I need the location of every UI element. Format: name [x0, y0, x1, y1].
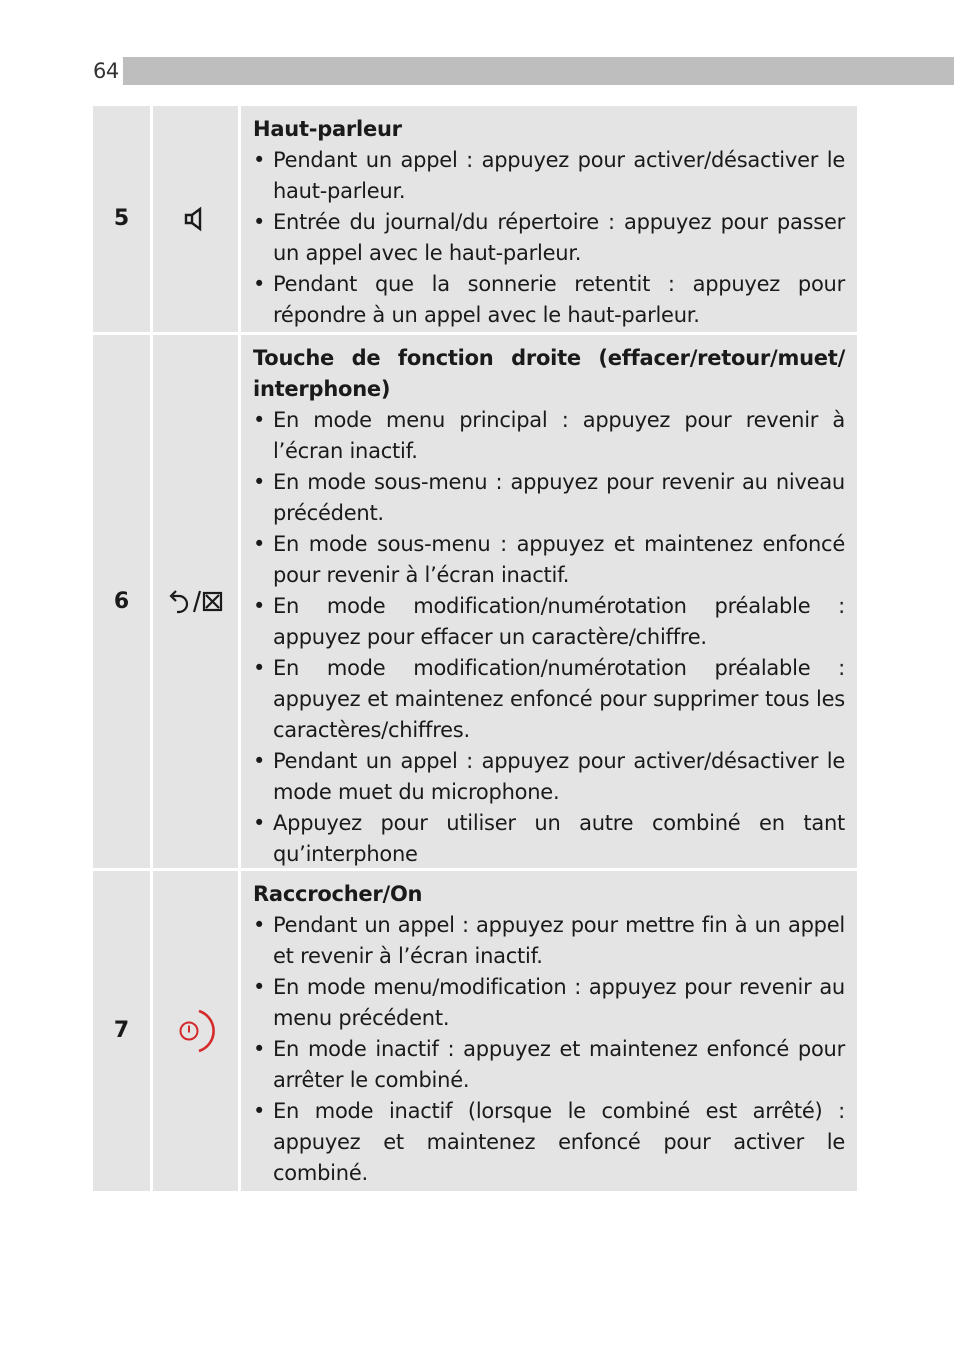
list-item-text: En mode menu/modification : appuyez pour revenir au menu précédent.	[273, 975, 845, 1030]
list-item: • En mode modification/numérotation préalable : appuyez et maintenez enfoncé pour supprimer tous les caractères/chiffres.	[253, 656, 845, 742]
list-item-text: Entrée du journal/du répertoire : appuyez pour passer un appel avec le haut-parleur.	[273, 210, 845, 265]
key-description-cell	[241, 106, 857, 332]
header-bar	[123, 57, 954, 85]
key-number-cell	[93, 335, 150, 868]
list-item: • En mode menu/modification : appuyez pour revenir au menu précédent.	[253, 975, 845, 1030]
list-item: • Pendant que la sonnerie retentit : appuyez pour répondre à un appel avec le haut-parleur.	[253, 272, 845, 327]
list-item: • En mode modification/numérotation préalable : appuyez pour effacer un caractère/chiffre.	[253, 594, 845, 649]
key-number: 6	[113, 588, 130, 614]
list-item: • Pendant un appel : appuyez pour mettre fin à un appel et revenir à l’écran inactif.	[253, 913, 845, 968]
list-item: • En mode inactif : appuyez et maintenez enfoncé pour arrêter le combiné.	[253, 1037, 845, 1092]
key-description-cell	[241, 335, 857, 868]
key-icon-cell	[153, 335, 238, 868]
key-function-list	[253, 405, 845, 870]
key-number-cell	[93, 106, 150, 332]
list-item: • En mode sous-menu : appuyez et maintenez enfoncé pour revenir à l’écran inactif.	[253, 532, 845, 587]
list-item-text: En mode sous-menu : appuyez et maintenez enfoncé pour revenir à l’écran inactif.	[273, 532, 845, 587]
list-item: • Entrée du journal/du répertoire : appuyez pour passer un appel avec le haut-parleur.	[253, 210, 845, 265]
end-call-power-icon	[153, 1008, 238, 1054]
list-item-text: Pendant un appel : appuyez pour mettre fin à un appel et revenir à l’écran inactif.	[273, 913, 845, 968]
list-item-text: En mode inactif (lorsque le combiné est arrêté) : appuyez et maintenez enfoncé pour activer le combiné.	[273, 1099, 845, 1185]
list-item-text: En mode modification/numérotation préalable : appuyez pour effacer un caractère/chiffre.	[273, 594, 845, 649]
key-description-cell	[241, 871, 857, 1191]
key-number: 5	[113, 206, 130, 231]
table-row	[93, 335, 857, 868]
key-table	[93, 106, 857, 1191]
key-title: Raccrocher/On	[253, 882, 423, 906]
key-number: 7	[113, 1018, 130, 1043]
key-icon-cell	[153, 871, 238, 1191]
table-row	[93, 871, 857, 1191]
key-function-list	[253, 145, 845, 331]
list-item: • Pendant un appel : appuyez pour activer/désactiver le haut-parleur.	[253, 148, 845, 203]
list-item-text: Appuyez pour utiliser un autre combiné en tant qu’interphone	[273, 811, 845, 866]
page-number: 64	[93, 57, 121, 85]
key-title: Haut-parleur	[253, 117, 402, 141]
table-row	[93, 106, 857, 332]
list-item-text: En mode menu principal : appuyez pour revenir à l’écran inactif.	[273, 408, 845, 463]
list-item-text: En mode modification/numérotation préalable : appuyez et maintenez enfoncé pour supprimer tous les caractères/chiffres.	[273, 656, 845, 742]
list-item: • En mode inactif (lorsque le combiné est arrêté) : appuyez et maintenez enfoncé pour activer le combiné.	[253, 1099, 845, 1185]
list-item: • En mode menu principal : appuyez pour revenir à l’écran inactif.	[253, 408, 845, 463]
list-item-text: Pendant un appel : appuyez pour activer/désactiver le mode muet du microphone.	[273, 749, 845, 804]
page-header	[93, 57, 954, 85]
key-number-cell	[93, 871, 150, 1191]
list-item: • En mode sous-menu : appuyez pour revenir au niveau précédent.	[253, 470, 845, 525]
list-item: • Appuyez pour utiliser un autre combiné en tant qu’interphone	[253, 811, 845, 866]
list-item-text: En mode sous-menu : appuyez pour revenir au niveau précédent.	[273, 470, 845, 525]
key-function-list	[253, 910, 845, 1189]
list-item-text: En mode inactif : appuyez et maintenez enfoncé pour arrêter le combiné.	[273, 1037, 845, 1092]
list-item-text: Pendant un appel : appuyez pour activer/désactiver le haut-parleur.	[273, 148, 845, 203]
speaker-icon	[153, 206, 238, 232]
key-title: Touche de fonction droite (effacer/retour/muet/ interphone)	[253, 346, 845, 401]
list-item-text: Pendant que la sonnerie retentit : appuyez pour répondre à un appel avec le haut-parleur.	[273, 272, 845, 327]
back-clear-icon	[153, 588, 238, 616]
list-item: • Pendant un appel : appuyez pour activer/désactiver le mode muet du microphone.	[253, 749, 845, 804]
key-icon-cell	[153, 106, 238, 332]
